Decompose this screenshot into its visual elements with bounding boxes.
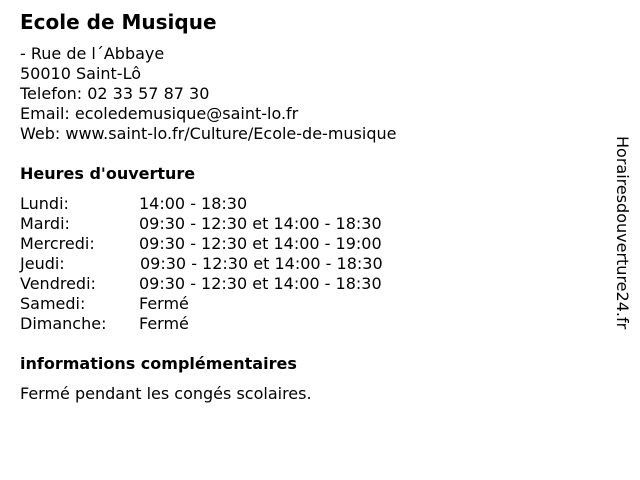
time-value: 14:00 - 18:30 [139, 194, 248, 213]
website-address: Web: www.saint-lo.fr/Culture/Ecole-de-musique [20, 124, 397, 143]
street-address: - Rue de l´Abbaye [20, 44, 165, 63]
info-heading: informations complémentaires [20, 354, 297, 373]
day-label: Jeudi: [20, 254, 65, 273]
day-label: Lundi: [20, 194, 69, 213]
info-text: Fermé pendant les congés scolaires. [20, 384, 312, 403]
time-value: Fermé [139, 294, 189, 313]
site-watermark: Horairesdouverture24.fr [613, 136, 632, 330]
time-value: 09:30 - 12:30 et 14:00 - 18:30 [140, 254, 383, 273]
time-value: 09:30 - 12:30 et 14:00 - 18:30 [139, 274, 382, 293]
time-value: Fermé [139, 314, 189, 333]
day-label: Vendredi: [20, 274, 96, 293]
day-label: Mercredi: [20, 234, 95, 253]
day-label: Mardi: [20, 214, 70, 233]
city-postal: 50010 Saint-Lô [20, 64, 141, 83]
day-label: Dimanche: [20, 314, 107, 333]
page-title: Ecole de Musique [20, 10, 217, 34]
day-label: Samedi: [20, 294, 86, 313]
contact-block [20, 44, 396, 144]
phone-number: Telefon: 02 33 57 87 30 [20, 84, 210, 103]
email-address: Email: ecoledemusique@saint-lo.fr [20, 104, 299, 123]
time-value: 09:30 - 12:30 et 14:00 - 19:00 [139, 234, 382, 253]
hours-heading: Heures d'ouverture [20, 164, 196, 183]
time-value: 09:30 - 12:30 et 14:00 - 18:30 [139, 214, 382, 233]
